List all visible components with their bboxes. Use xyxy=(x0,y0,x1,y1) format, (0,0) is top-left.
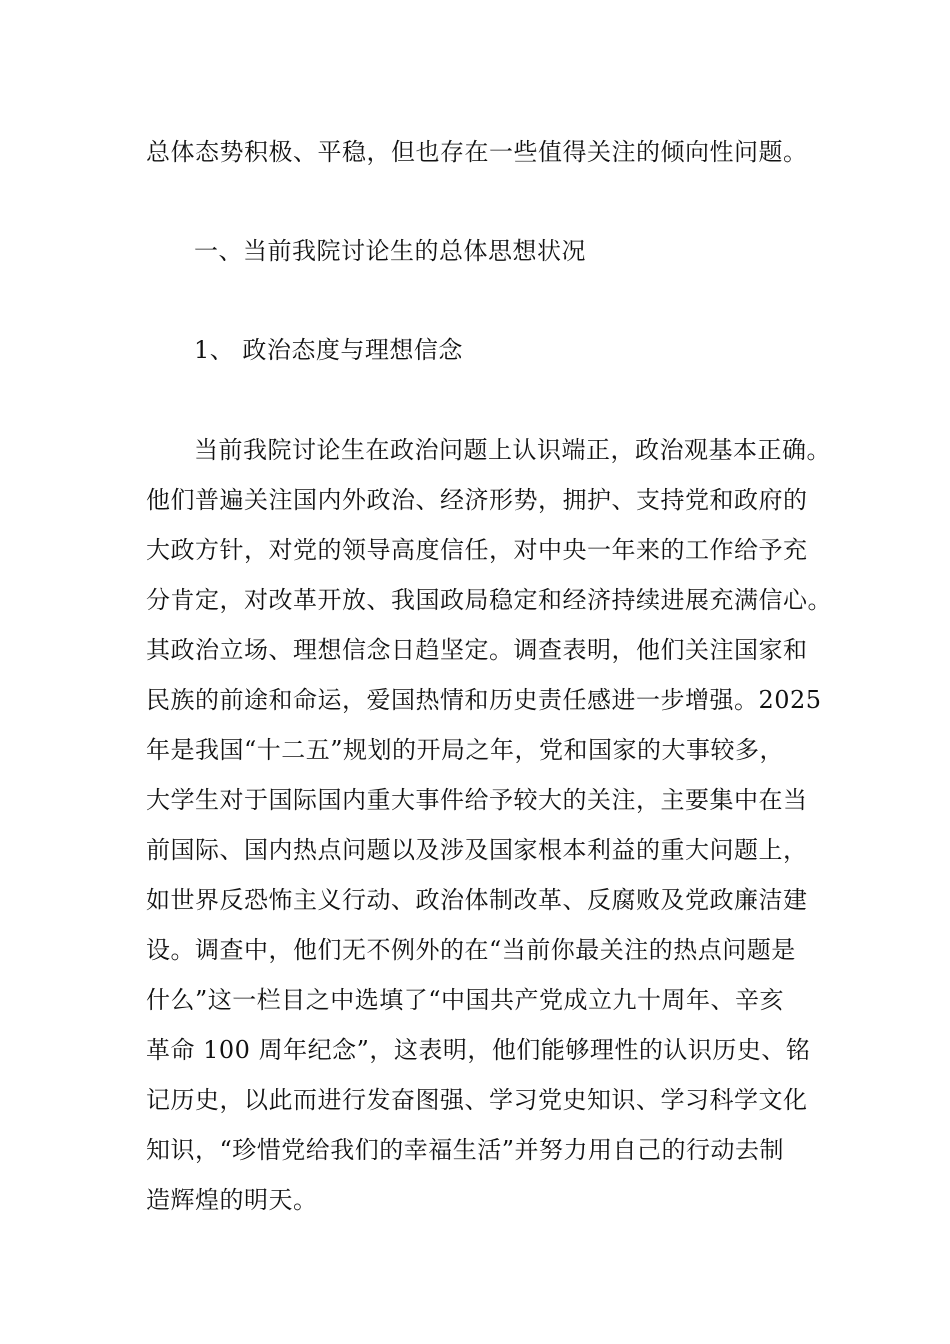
body-paragraph xyxy=(146,435,832,1235)
paragraph-line: 民族的前途和命运，爱国热情和历史责任感进一步增强。2025 xyxy=(146,686,822,714)
paragraph-line: 前国际、国内热点问题以及涉及国家根本利益的重大问题上， xyxy=(146,836,808,864)
paragraph-line: 其政治立场、理想信念日趋坚定。调查表明，他们关注国家和 xyxy=(146,636,808,664)
paragraph-line: 大政方针，对党的领导高度信任，对中央一年来的工作给予充 xyxy=(146,536,808,564)
paragraph-line: 什么”这一栏目之中选填了“中国共产党成立九十周年、辛亥 xyxy=(146,986,785,1014)
paragraph-line: 记历史，以此而进行发奋图强、学习党史知识、学习科学文化 xyxy=(146,1086,808,1114)
paragraph-line: 他们普遍关注国内外政治、经济形势，拥护、支持党和政府的 xyxy=(146,486,808,514)
paragraph-line: 设。调查中，他们无不例外的在“当前你最关注的热点问题是 xyxy=(146,936,796,964)
paragraph-line: 分肯定，对改革开放、我国政局稳定和经济持续进展充满信心。 xyxy=(146,586,832,614)
subsection-heading: 1、 政治态度与理想信念 xyxy=(194,336,463,364)
paragraph-line: 年是我国“十二五”规划的开局之年，党和国家的大事较多， xyxy=(146,736,785,764)
section-heading: 一、当前我院讨论生的总体思想状况 xyxy=(194,237,586,265)
paragraph-line: 知识，“珍惜党给我们的幸福生活”并努力用自己的行动去制 xyxy=(146,1136,785,1164)
paragraph-line: 大学生对于国际国内重大事件给予较大的关注，主要集中在当 xyxy=(146,786,808,814)
intro-line: 总体态势积极、平稳，但也存在一些值得关注的倾向性问题。 xyxy=(146,138,808,166)
paragraph-line: 造辉煌的明天。 xyxy=(146,1186,318,1214)
paragraph-line: 如世界反恐怖主义行动、政治体制改革、反腐败及党政廉洁建 xyxy=(146,886,808,914)
paragraph-line: 当前我院讨论生在政治问题上认识端正，政治观基本正确。 xyxy=(194,436,831,464)
paragraph-line: 革命 100 周年纪念”，这表明，他们能够理性的认识历史、铭 xyxy=(146,1036,811,1064)
